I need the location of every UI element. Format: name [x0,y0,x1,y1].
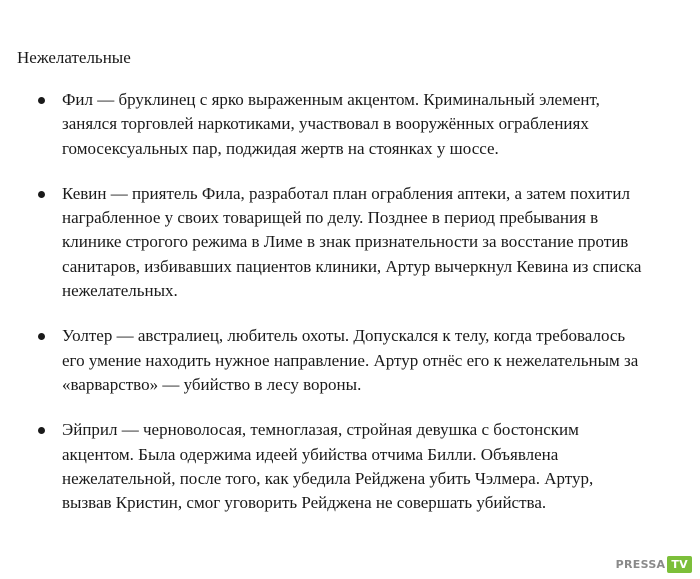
watermark-left-text: PRESSA [615,557,666,571]
list-item-text: Уолтер — австралиец, любитель охоты. Допускался к телу, когда требовалось его умение находить нужное направление. Артур отнёс его к нежелательным за «варварство» — убийство в лесу вороны. [62,326,639,394]
bullet-icon [38,191,45,198]
list-item-text: Эйприл — черноволосая, темноглазая, стройная девушка с бостонским акцентом. Была одержима идеей убийства отчима Билли. Объявлена нежелательной, после того, как убедила Рейджена убить Чэлмера. Артур, вызвав Кристин, смог уговорить Рейджена не совершать убийства. [62,420,594,513]
list-item-text: Кевин — приятель Фила, разработал план ограбления аптеки, а затем похитил награбленное у своих товарищей по делу. Позднее в период пребывания в клинике строгого режима в Лиме в знак признательности за восстание против санитаров, избивавших пациентов клиники, Артур вычеркнул Кевина из списка нежелательных. [62,183,642,301]
list-item [0,88,642,161]
list-item-text: Фил — бруклинец с ярко выраженным акцентом. Криминальный элемент, занялся торговлей наркотиками, участвовал в вооружённых ограблениях гомосексуальных пар, поджидая жертв на стоянках у шоссе. [62,90,600,158]
list-item [0,324,642,397]
watermark-logo [616,555,692,573]
list-item [0,182,642,303]
bullet-icon [38,427,45,434]
list-item [0,418,642,515]
watermark-right-text: TV [667,556,692,573]
bullet-list [0,88,700,536]
bullet-icon [38,97,45,104]
bullet-icon [38,333,45,340]
section-heading: Нежелательные [17,48,131,67]
